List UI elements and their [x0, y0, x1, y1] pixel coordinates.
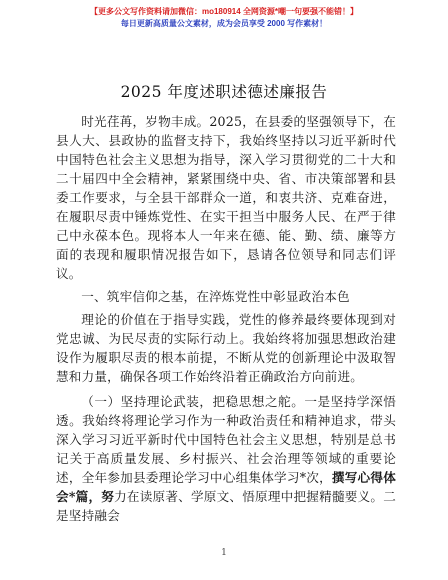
- document-title: 2025 年度述职述德述廉报告: [120, 83, 328, 101]
- section-heading-1: 一、筑牢信仰之基，在淬炼党性中彰显政治本色: [81, 289, 350, 304]
- paragraph-theory: 理论的价值在于指导实践，党性的修养最终要体现到对党忠诚、为民尽责的实际行动上。我始终将加强思想政治建设作为履职尽责的根本前提，不断从党的创新理论中汲取智慧和力量，确保各项工作始终沿着正确政治方向前进。: [56, 312, 396, 384]
- promo-banner-line-1: 【更多公文写作资料请加微信：mo180914 全网资源*嘲一句要强不能错！】: [89, 7, 359, 16]
- page-number: 1: [221, 548, 227, 558]
- document-body: [56, 112, 396, 525]
- paragraph-subsection-1-text: （一）坚持理论武装，把稳思想之舵。一是坚持学深悟透。我始终将理论学习作为一种政治责任和精神追求，带头深入学习习近平新时代中国特色社会主义思想，特别是总书记关于高质量发展、乡村振兴、社会治理等领域的重要论述，全年参加县委理论学习中心组集体学习*次，: [56, 394, 396, 485]
- paragraph-subsection-1: [56, 392, 396, 525]
- paragraph-intro: 时光荏苒，岁物丰成。2025，在县委的坚强领导下，在县人大、县政协的监督支持下，我始终坚持以习近平新时代中国特色社会主义思想为指导，深入学习贯彻党的二十大和二十届四中全会精神，紧紧围绕中央、省、市决策部署和县委工作要求，与全县干部群众一道，和衷共济、克难奋进，在履职尽责中锤炼党性、在实干担当中服务人民、在严于律己中永葆本色。现将本人一年来在德、能、勤、绩、廉等方面的表现和履职情况报告如下，恳请各位领导和同志们评议。: [56, 114, 396, 281]
- promo-banner: [0, 6, 448, 30]
- promo-banner-line-2: 每日更新高质量公文素材，成为会员享受 2000 写作素材！: [120, 19, 328, 28]
- paragraph-subsection-1-tail: 力在读原著、学原文、悟原理中把握精髓要义。二是坚持融会: [56, 489, 396, 523]
- paragraph-subsection-1-bold: 撰写心得体会*篇，努: [56, 470, 397, 504]
